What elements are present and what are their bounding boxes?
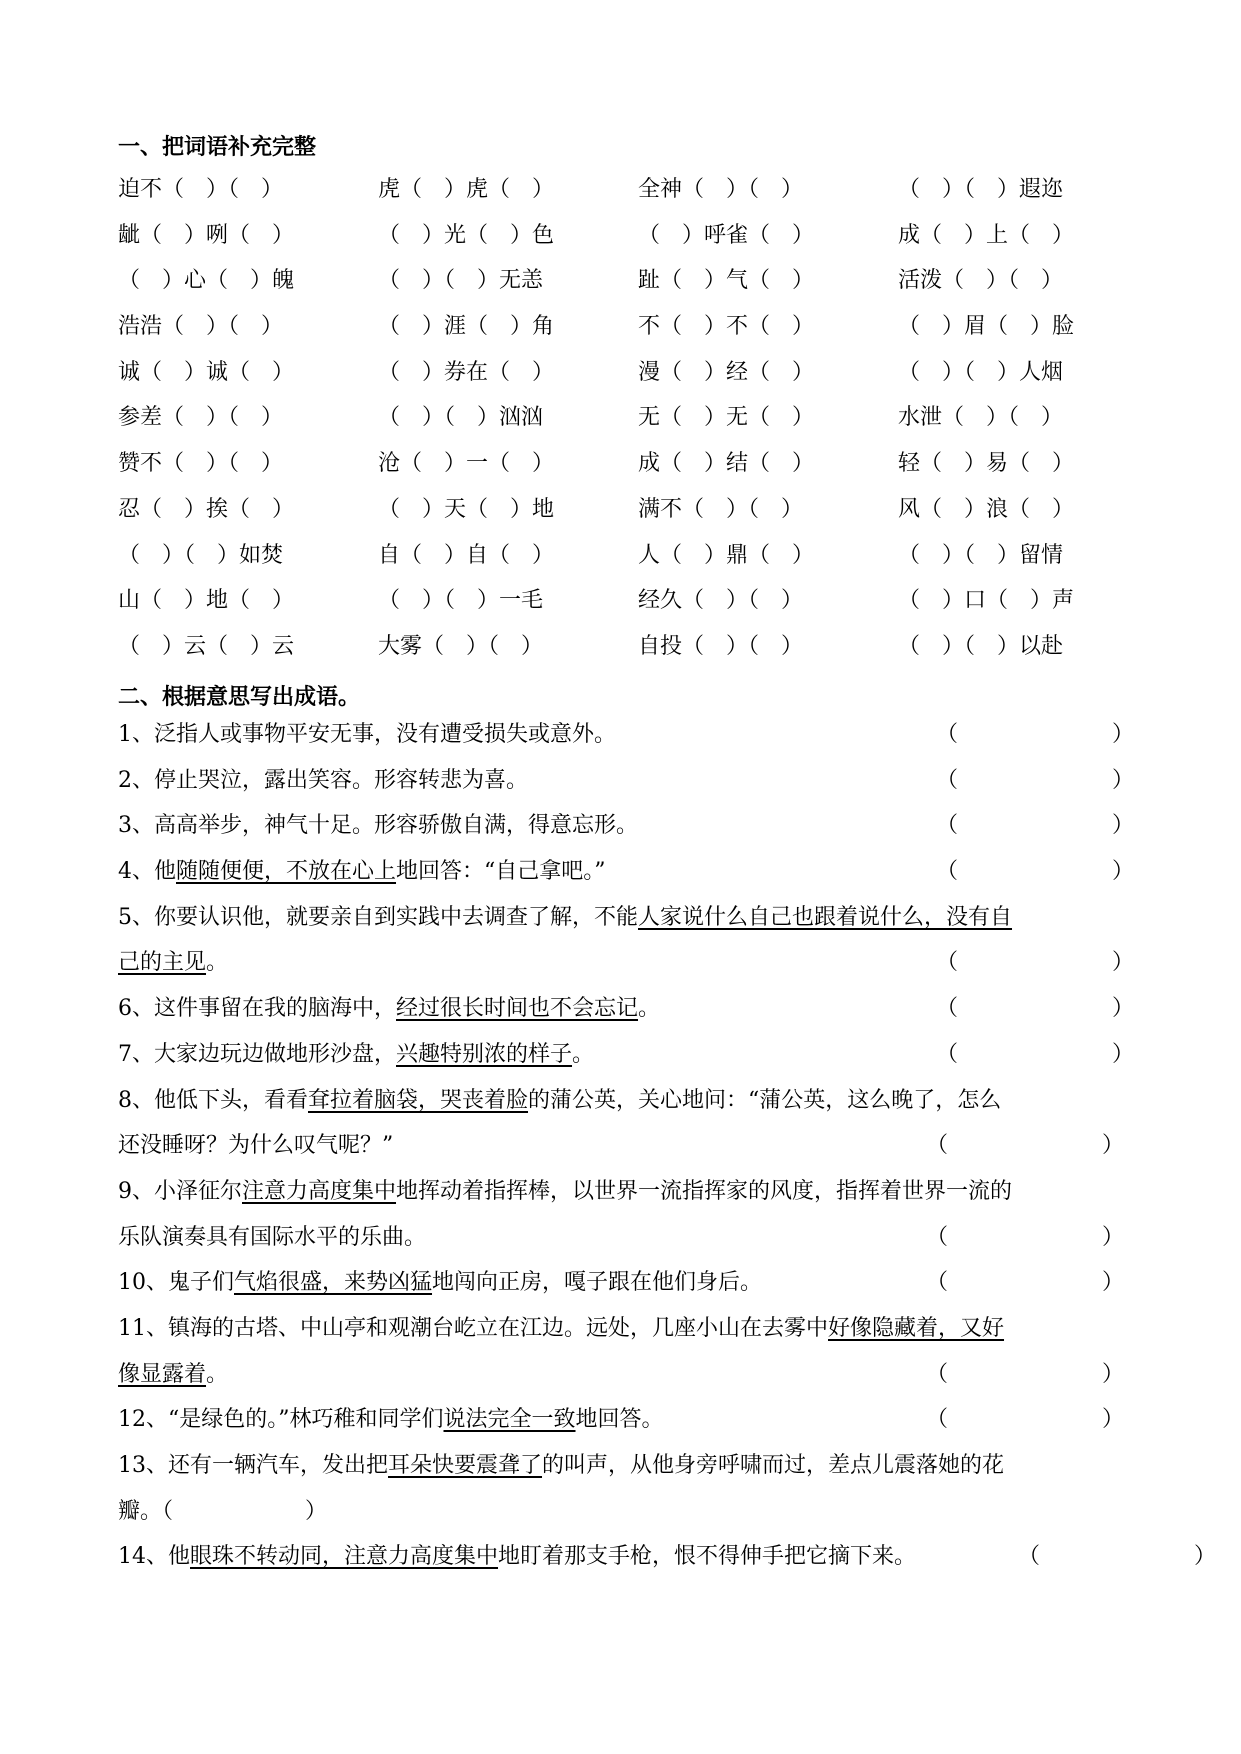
question-7 xyxy=(118,1040,1135,1086)
grid-row xyxy=(118,586,1138,632)
grid-row xyxy=(118,358,1138,404)
question-text: 。 xyxy=(638,996,661,1022)
underlined-phrase: 兴趣特别浓的样子 xyxy=(396,1041,573,1067)
answer-blank[interactable]: （ ） xyxy=(926,1224,1125,1250)
question-1 xyxy=(118,720,1135,766)
question-text: 瓣。 xyxy=(118,1498,163,1524)
idiom-cell[interactable]: 大雾（ ）（ ） xyxy=(378,633,544,659)
underlined-phrase: 注意力高度集中 xyxy=(242,1178,397,1204)
underlined-phrase: 气焰很盛，来势凶猛 xyxy=(234,1270,433,1296)
answer-blank[interactable]: （ ） xyxy=(926,1407,1125,1433)
question-text: 2、停止哭泣，露出笑容。形容转悲为喜。 xyxy=(118,767,528,793)
question-text: 乐队演奏具有国际水平的乐曲。 xyxy=(118,1224,427,1250)
question-5-continued xyxy=(118,948,1135,994)
idiom-cell[interactable]: 虎（ ）虎（ ） xyxy=(378,177,555,202)
question-text: 地挥动着指挥棒，以世界一流指挥家的风度，指挥着世界一流的 xyxy=(396,1178,1013,1204)
question-3 xyxy=(118,811,1135,857)
underlined-phrase: 像显露着 xyxy=(118,1361,207,1387)
underlined-phrase: 耳朵快要震聋了 xyxy=(388,1453,543,1478)
idiom-cell[interactable]: （ ）（ ）汹汹 xyxy=(378,405,544,431)
question-text: 地盯着那支手枪，恨不得伸手把它摘下来。 xyxy=(498,1544,917,1570)
answer-blank[interactable]: （ ） xyxy=(936,996,1135,1022)
question-text: 地闯向正房，嘎子跟在他们身后。 xyxy=(432,1270,763,1296)
idiom-cell[interactable]: 满不（ ）（ ） xyxy=(638,496,804,522)
answer-blank[interactable]: （ ） xyxy=(162,1498,328,1524)
answer-blank[interactable]: （ ） xyxy=(936,1041,1135,1067)
idiom-cell[interactable]: 活泼（ ）（ ） xyxy=(898,268,1064,294)
idiom-cell[interactable]: （ ）（ ）遐迩 xyxy=(898,177,1064,202)
question-9 xyxy=(118,1177,1128,1223)
idiom-cell[interactable]: 龇（ ）咧（ ） xyxy=(118,222,295,248)
grid-row xyxy=(118,449,1138,495)
idiom-cell[interactable]: 诚（ ）诚（ ） xyxy=(118,359,295,385)
idiom-cell[interactable]: （ ）（ ）一毛 xyxy=(378,588,544,614)
grid-row xyxy=(118,495,1138,541)
answer-blank[interactable]: （ ） xyxy=(926,1361,1125,1387)
question-text: 14、他 xyxy=(118,1544,190,1570)
question-text: 的蒲公英，关心地问：“蒲公英，这么晚了，怎么 xyxy=(528,1087,1002,1113)
question-text: 1、泛指人或事物平安无事，没有遭受损失或意外。 xyxy=(118,722,616,747)
question-text: 10、鬼子们 xyxy=(118,1270,234,1296)
question-text: 。 xyxy=(206,1361,229,1387)
question-text: 地回答：“自己拿吧。” xyxy=(396,859,606,885)
idiom-cell[interactable]: 自（ ）自（ ） xyxy=(378,542,555,568)
idiom-cell[interactable]: （ ）心（ ）魄 xyxy=(118,268,295,294)
idiom-cell[interactable]: 忍（ ）挨（ ） xyxy=(118,496,295,522)
question-text: 6、这件事留在我的脑海中， xyxy=(118,996,396,1022)
idiom-cell[interactable]: （ ）涯（ ）角 xyxy=(378,314,555,340)
idiom-cell[interactable]: 漫（ ）经（ ） xyxy=(638,359,815,385)
grid-row xyxy=(118,403,1138,449)
idiom-cell[interactable]: （ ）天（ ）地 xyxy=(378,496,555,522)
idiom-cell[interactable]: 山（ ）地（ ） xyxy=(118,588,295,614)
idiom-cell[interactable]: 轻（ ）易（ ） xyxy=(898,451,1075,477)
question-text: 13、还有一辆汽车，发出把 xyxy=(118,1453,388,1478)
idiom-cell[interactable]: （ ）（ ）人烟 xyxy=(898,359,1064,385)
answer-blank[interactable]: （ ） xyxy=(926,1133,1125,1159)
idiom-cell[interactable]: 无（ ）无（ ） xyxy=(638,405,815,431)
idiom-cell[interactable]: （ ）券在（ ） xyxy=(378,359,555,385)
question-4 xyxy=(118,857,1135,903)
underlined-phrase: 耷拉着脑袋，哭丧着脸 xyxy=(308,1087,529,1113)
question-text: 12、“是绿色的。”林巧稚和同学们 xyxy=(118,1407,444,1433)
question-11-continued xyxy=(118,1360,1128,1406)
idiom-cell[interactable]: 水泄（ ）（ ） xyxy=(898,405,1064,431)
question-13 xyxy=(118,1451,1128,1497)
question-list xyxy=(118,720,1217,1588)
grid-row xyxy=(118,541,1138,587)
question-5 xyxy=(118,903,1128,949)
idiom-cell[interactable]: （ ）（ ）无恙 xyxy=(378,268,544,294)
answer-blank[interactable]: （ ） xyxy=(936,767,1135,793)
answer-blank[interactable]: （ ） xyxy=(936,950,1135,976)
question-text: 。 xyxy=(572,1041,595,1067)
question-13-continued xyxy=(118,1497,1128,1543)
question-text: 8、他低下头，看看 xyxy=(118,1087,308,1113)
underlined-phrase: 经过很长时间也不会忘记 xyxy=(396,996,639,1022)
question-2 xyxy=(118,766,1135,812)
idiom-cell[interactable]: 风（ ）浪（ ） xyxy=(898,496,1075,522)
idiom-cell[interactable]: （ ）（ ）以赴 xyxy=(898,633,1064,659)
question-text: 3、高高举步，神气十足。形容骄傲自满，得意忘形。 xyxy=(118,813,638,839)
idiom-cell[interactable]: 迫不（ ）（ ） xyxy=(118,177,284,202)
question-text: 5、你要认识他，就要亲自到实践中去调查了解，不能 xyxy=(118,904,638,930)
idiom-cell[interactable]: （ ）（ ）如焚 xyxy=(118,542,284,568)
idiom-cell[interactable]: 全神（ ）（ ） xyxy=(638,177,804,202)
underlined-phrase: 随随便便，不放在心上 xyxy=(176,859,397,885)
answer-blank[interactable]: （ ） xyxy=(1018,1544,1217,1570)
question-text: 7、大家边玩边做地形沙盘， xyxy=(118,1041,396,1067)
idiom-cell[interactable]: 自投（ ）（ ） xyxy=(638,633,804,659)
question-8 xyxy=(118,1086,1128,1132)
idiom-cell[interactable]: （ ）眉（ ）脸 xyxy=(898,314,1075,340)
idiom-cell[interactable]: （ ）云（ ）云 xyxy=(118,633,295,659)
idiom-cell[interactable]: 不（ ）不（ ） xyxy=(638,314,815,340)
answer-blank[interactable]: （ ） xyxy=(926,1270,1125,1296)
idiom-cell[interactable]: 人（ ）鼎（ ） xyxy=(638,542,815,568)
underlined-phrase: 好像隐藏着，又好 xyxy=(828,1315,1005,1341)
idiom-cell[interactable]: 成（ ）结（ ） xyxy=(638,451,815,477)
idiom-cell[interactable]: （ ）口（ ）声 xyxy=(898,588,1075,614)
fill-in-grid xyxy=(118,175,1138,678)
idiom-cell[interactable]: 趾（ ）气（ ） xyxy=(638,268,815,294)
grid-row xyxy=(118,312,1138,358)
underlined-phrase: 人家说什么自己也跟着说什么，没有自 xyxy=(638,904,1013,930)
idiom-cell[interactable]: 浩浩（ ）（ ） xyxy=(118,314,284,340)
answer-blank[interactable]: （ ） xyxy=(936,722,1135,747)
question-text: 9、小泽征尔 xyxy=(118,1178,242,1204)
question-text: 4、他 xyxy=(118,859,176,885)
underlined-phrase: 眼珠不转动同，注意力高度集中 xyxy=(190,1544,499,1570)
idiom-cell[interactable]: 经久（ ）（ ） xyxy=(638,588,804,614)
grid-row xyxy=(118,266,1138,312)
question-text: 还没睡呀？为什么叹气呢？” xyxy=(118,1133,394,1159)
question-text: 。 xyxy=(206,950,229,976)
question-10 xyxy=(118,1268,1128,1314)
answer-blank[interactable]: （ ） xyxy=(936,859,1135,885)
question-12 xyxy=(118,1405,1128,1451)
question-text: 的叫声，从他身旁呼啸而过，差点儿震落她的花 xyxy=(542,1453,1005,1478)
idiom-cell[interactable]: 参差（ ）（ ） xyxy=(118,405,284,431)
question-6 xyxy=(118,994,1135,1040)
idiom-cell[interactable]: （ ）（ ）留情 xyxy=(898,542,1064,568)
section1-title: 一、把词语补充完整 xyxy=(118,135,317,160)
grid-row xyxy=(118,221,1138,267)
underlined-phrase: 说法完全一致 xyxy=(443,1407,576,1433)
idiom-cell[interactable]: 赞不（ ）（ ） xyxy=(118,451,284,477)
question-8-continued xyxy=(118,1131,1128,1177)
idiom-cell[interactable]: 沧（ ）一（ ） xyxy=(378,451,555,477)
grid-row xyxy=(118,175,1138,221)
idiom-cell[interactable]: （ ）呼雀（ ） xyxy=(638,222,815,248)
question-text: 11、镇海的古塔、中山亭和观潮台屹立在江边。远处，几座小山在去雾中 xyxy=(118,1315,828,1341)
section2-title: 二、根据意思写出成语。 xyxy=(118,685,361,710)
idiom-cell[interactable]: （ ）光（ ）色 xyxy=(378,222,555,248)
underlined-phrase: 己的主见 xyxy=(118,950,207,976)
question-9-continued xyxy=(118,1223,1128,1269)
question-14 xyxy=(118,1542,1217,1588)
idiom-cell[interactable]: 成（ ）上（ ） xyxy=(898,222,1075,248)
question-11 xyxy=(118,1314,1128,1360)
grid-row xyxy=(118,632,1138,678)
answer-blank[interactable]: （ ） xyxy=(936,813,1135,839)
question-text: 地回答。 xyxy=(575,1407,664,1433)
